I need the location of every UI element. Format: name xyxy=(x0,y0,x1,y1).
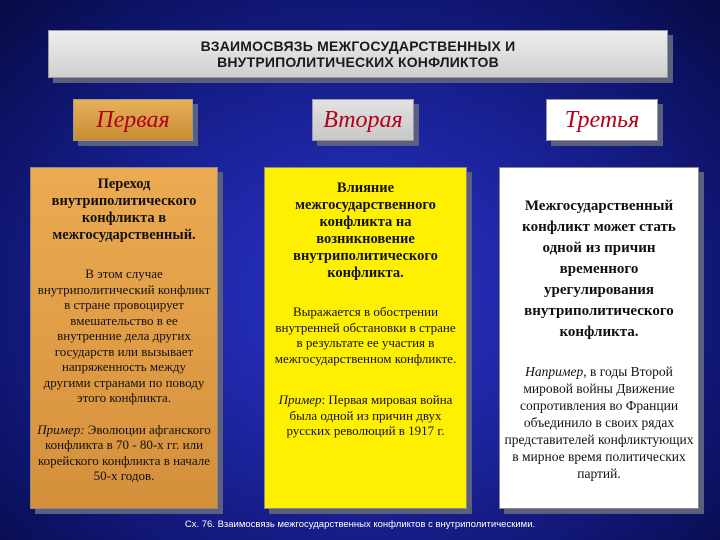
second-description: Выражается в обострении внутренней обстановки в стране в результате ее участия в межгосударственном конфликте. xyxy=(274,304,457,366)
second-main-text: Влияние межгосударственного конфликта на возникновение внутриполитического конфликта. xyxy=(293,180,438,281)
third-example-text: , в годы Второй мировой войны Движение сопротивления во Франции объединило в своих рядах представителей конфликтующих в мирное время политических партий. xyxy=(504,364,694,481)
second-example-text: : Первая мировая война была одной из причин двух русских революций в 1917 г. xyxy=(286,392,453,438)
label-first: Первая xyxy=(73,99,193,141)
title-line-1: ВЗАИМОСВЯЗЬ МЕЖГОСУДАРСТВЕННЫХ И xyxy=(200,38,516,54)
third-example xyxy=(504,363,694,482)
diagram-title xyxy=(48,30,668,78)
second-example xyxy=(271,392,460,439)
first-description: В этом случае внутриполитический конфликт в стране провоцирует вмешательство в ее внутренние дела других государств или вызывает напряженность между другими странами по поводу этого конфликта. xyxy=(37,266,211,405)
title-line-2: ВНУТРИПОЛИТИЧЕСКИХ КОНФЛИКТОВ xyxy=(217,54,499,70)
first-example xyxy=(37,422,211,484)
third-main-text: Межгосударственный конфликт может стать одной из причин временного урегулирования внутриполитического конфликта. xyxy=(522,198,676,340)
first-main-text: Переход внутриполитического конфликта в межгосударственный. xyxy=(51,176,197,243)
label-third: Третья xyxy=(546,99,658,141)
second-example-label: Пример xyxy=(278,392,322,407)
column-first xyxy=(30,167,218,509)
label-second: Вторая xyxy=(312,99,414,141)
first-example-text: Эволюции афганского конфликта в 70 - 80-х гг. или корейского конфликта в начале 50-х годов. xyxy=(37,421,211,483)
column-third xyxy=(499,167,699,509)
first-example-label: Пример: xyxy=(37,421,85,437)
column-second xyxy=(264,167,467,509)
third-example-label: Например xyxy=(525,364,584,379)
diagram-caption: Сх. 76. Взаимосвязь межгосударственных конфликтов с внутриполитическими. xyxy=(184,519,536,530)
